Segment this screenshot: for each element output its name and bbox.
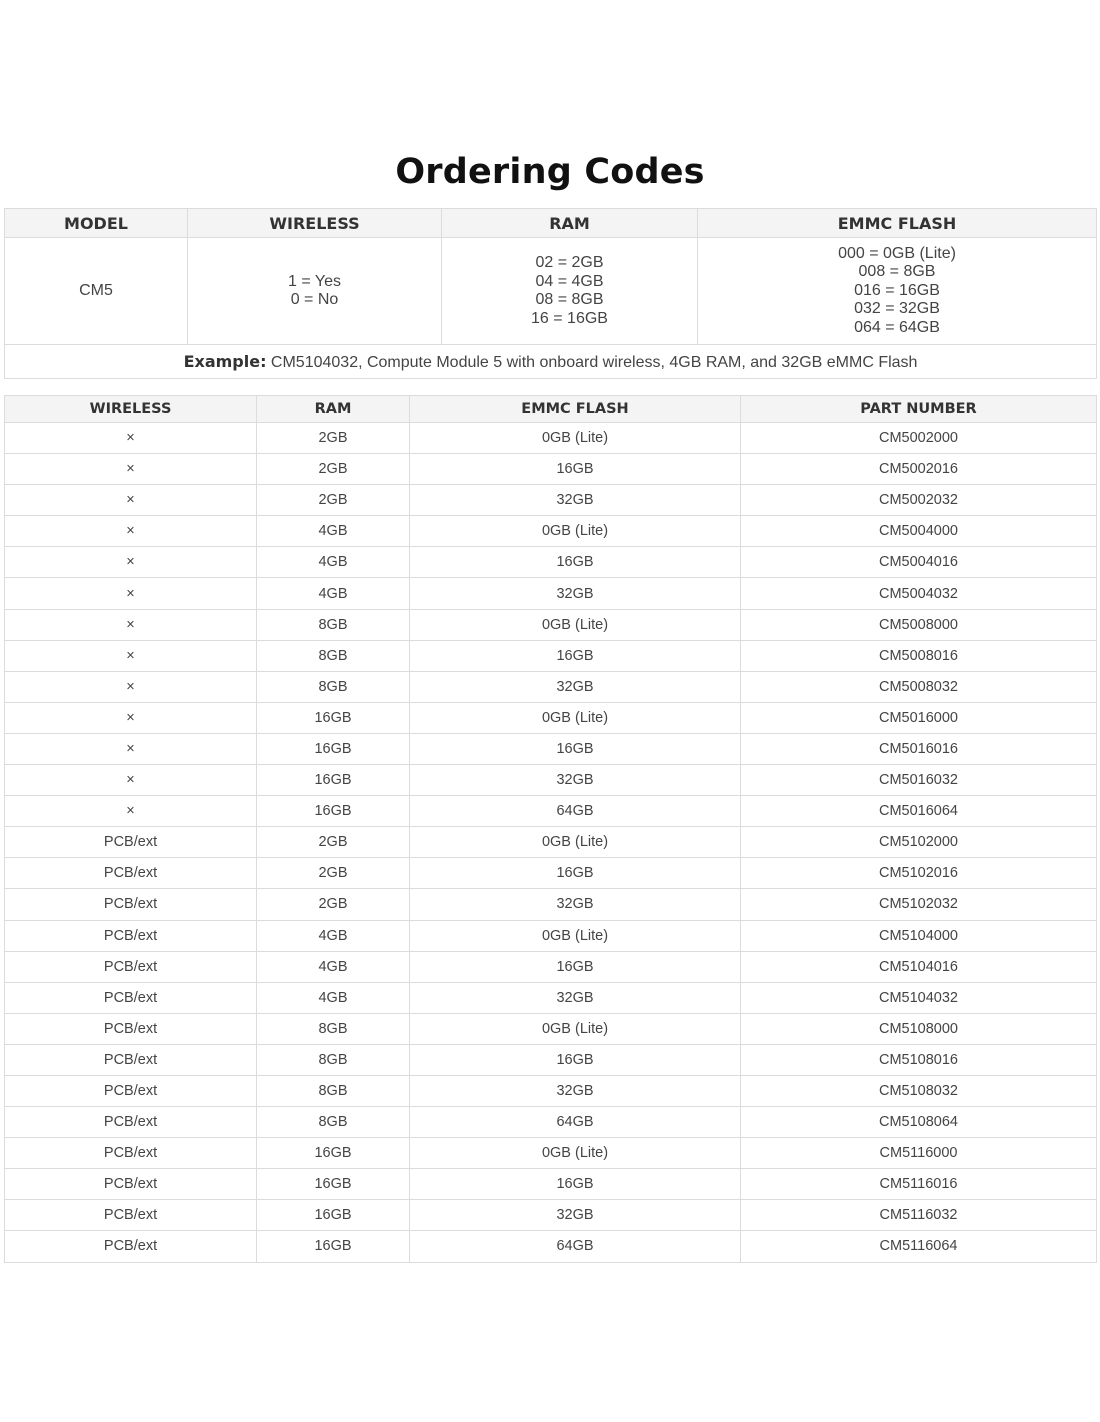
parts-header-row bbox=[5, 396, 1097, 423]
part-number-cell: CM5002016 bbox=[741, 454, 1097, 485]
part-number-cell: CM5016000 bbox=[741, 702, 1097, 733]
flash-cell: 0GB (Lite) bbox=[410, 1138, 741, 1169]
code-line: 0 = No bbox=[290, 291, 339, 308]
wireless-cell: PCB/ext bbox=[5, 889, 257, 920]
flash-cell: 32GB bbox=[410, 1075, 741, 1106]
ram-cell: 4GB bbox=[257, 982, 410, 1013]
table-row bbox=[5, 1013, 1097, 1044]
table-row bbox=[5, 1044, 1097, 1075]
table-row bbox=[5, 1169, 1097, 1200]
table-row bbox=[5, 733, 1097, 764]
header-wireless: WIRELESS bbox=[5, 396, 257, 423]
part-number-cell: CM5108016 bbox=[741, 1044, 1097, 1075]
part-number-cell: CM5016064 bbox=[741, 796, 1097, 827]
codes-row bbox=[5, 238, 1097, 345]
ram-cell: 2GB bbox=[257, 485, 410, 516]
wireless-cell: × bbox=[5, 485, 257, 516]
parts-body bbox=[5, 423, 1097, 1263]
part-numbers-table bbox=[4, 395, 1097, 1263]
table-row bbox=[5, 1138, 1097, 1169]
flash-cell: 32GB bbox=[410, 982, 741, 1013]
wireless-cell: PCB/ext bbox=[5, 1107, 257, 1138]
model-codes bbox=[5, 238, 188, 345]
part-number-cell: CM5116000 bbox=[741, 1138, 1097, 1169]
wireless-cell: PCB/ext bbox=[5, 1044, 257, 1075]
code-line: 04 = 4GB bbox=[535, 272, 604, 290]
header-emmc-flash: EMMC FLASH bbox=[698, 209, 1097, 238]
part-number-cell: CM5116032 bbox=[741, 1200, 1097, 1231]
part-number-cell: CM5108032 bbox=[741, 1075, 1097, 1106]
example-text: CM5104032, Compute Module 5 with onboard wireless, 4GB RAM, and 32GB eMMC Flash bbox=[266, 353, 918, 371]
example-cell bbox=[5, 345, 1097, 379]
flash-cell: 32GB bbox=[410, 578, 741, 609]
flash-cell: 16GB bbox=[410, 1169, 741, 1200]
flash-cell: 16GB bbox=[410, 951, 741, 982]
header-wireless: WIRELESS bbox=[188, 209, 442, 238]
code-line: CM5 bbox=[79, 281, 113, 299]
ram-cell: 2GB bbox=[257, 889, 410, 920]
part-number-cell: CM5104032 bbox=[741, 982, 1097, 1013]
wireless-cell: PCB/ext bbox=[5, 951, 257, 982]
flash-cell: 64GB bbox=[410, 796, 741, 827]
ram-cell: 16GB bbox=[257, 702, 410, 733]
ram-cell: 4GB bbox=[257, 920, 410, 951]
part-number-cell: CM5008032 bbox=[741, 671, 1097, 702]
code-line: 02 = 2GB bbox=[535, 254, 604, 271]
part-number-cell: CM5002000 bbox=[741, 423, 1097, 454]
part-number-cell: CM5102032 bbox=[741, 889, 1097, 920]
ram-cell: 8GB bbox=[257, 609, 410, 640]
flash-cell: 16GB bbox=[410, 454, 741, 485]
flash-cell: 32GB bbox=[410, 765, 741, 796]
wireless-cell: PCB/ext bbox=[5, 982, 257, 1013]
wireless-cell: × bbox=[5, 796, 257, 827]
ordering-codes-table bbox=[4, 208, 1097, 379]
part-number-cell: CM5004032 bbox=[741, 578, 1097, 609]
wireless-cell: × bbox=[5, 547, 257, 578]
flash-codes bbox=[698, 238, 1097, 345]
flash-cell: 0GB (Lite) bbox=[410, 827, 741, 858]
wireless-cell: × bbox=[5, 702, 257, 733]
ram-codes bbox=[442, 238, 698, 345]
wireless-cell: × bbox=[5, 640, 257, 671]
example-row bbox=[5, 345, 1097, 379]
wireless-cell: PCB/ext bbox=[5, 1231, 257, 1262]
ram-cell: 4GB bbox=[257, 547, 410, 578]
table-row bbox=[5, 858, 1097, 889]
table-row bbox=[5, 423, 1097, 454]
wireless-cell: × bbox=[5, 516, 257, 547]
wireless-cell: × bbox=[5, 733, 257, 764]
code-line: 16 = 16GB bbox=[531, 309, 608, 327]
table-row bbox=[5, 765, 1097, 796]
flash-cell: 32GB bbox=[410, 485, 741, 516]
table-row bbox=[5, 547, 1097, 578]
wireless-cell: PCB/ext bbox=[5, 858, 257, 889]
ram-cell: 16GB bbox=[257, 1231, 410, 1262]
header-part-number: PART NUMBER bbox=[741, 396, 1097, 423]
wireless-cell: PCB/ext bbox=[5, 827, 257, 858]
wireless-cell: × bbox=[5, 578, 257, 609]
table-row bbox=[5, 702, 1097, 733]
table-row bbox=[5, 578, 1097, 609]
flash-cell: 0GB (Lite) bbox=[410, 609, 741, 640]
flash-cell: 0GB (Lite) bbox=[410, 1013, 741, 1044]
part-number-cell: CM5104016 bbox=[741, 951, 1097, 982]
header-ram: RAM bbox=[442, 209, 698, 238]
flash-cell: 16GB bbox=[410, 858, 741, 889]
ram-cell: 16GB bbox=[257, 1138, 410, 1169]
table-row bbox=[5, 516, 1097, 547]
ram-cell: 2GB bbox=[257, 423, 410, 454]
table-row bbox=[5, 609, 1097, 640]
part-number-cell: CM5008000 bbox=[741, 609, 1097, 640]
table-row bbox=[5, 454, 1097, 485]
page-title: Ordering Codes bbox=[395, 152, 705, 192]
part-number-cell: CM5004000 bbox=[741, 516, 1097, 547]
table-row bbox=[5, 1107, 1097, 1138]
flash-cell: 64GB bbox=[410, 1231, 741, 1262]
wireless-cell: PCB/ext bbox=[5, 1200, 257, 1231]
wireless-cell: × bbox=[5, 609, 257, 640]
flash-cell: 0GB (Lite) bbox=[410, 920, 741, 951]
table-row bbox=[5, 982, 1097, 1013]
table-row bbox=[5, 1231, 1097, 1262]
table-row bbox=[5, 1075, 1097, 1106]
flash-cell: 16GB bbox=[410, 547, 741, 578]
ram-cell: 4GB bbox=[257, 516, 410, 547]
ram-cell: 16GB bbox=[257, 1169, 410, 1200]
table-row bbox=[5, 951, 1097, 982]
flash-cell: 32GB bbox=[410, 671, 741, 702]
header-emmc-flash: EMMC FLASH bbox=[410, 396, 741, 423]
table-row bbox=[5, 920, 1097, 951]
flash-cell: 0GB (Lite) bbox=[410, 423, 741, 454]
table-row bbox=[5, 889, 1097, 920]
wireless-cell: PCB/ext bbox=[5, 1169, 257, 1200]
flash-cell: 0GB (Lite) bbox=[410, 702, 741, 733]
part-number-cell: CM5108000 bbox=[741, 1013, 1097, 1044]
ram-cell: 8GB bbox=[257, 671, 410, 702]
example-label: Example: bbox=[183, 351, 267, 371]
part-number-cell: CM5004016 bbox=[741, 547, 1097, 578]
part-number-cell: CM5016016 bbox=[741, 733, 1097, 764]
flash-cell: 16GB bbox=[410, 640, 741, 671]
table-row bbox=[5, 827, 1097, 858]
flash-cell: 64GB bbox=[410, 1107, 741, 1138]
part-number-cell: CM5116016 bbox=[741, 1169, 1097, 1200]
part-number-cell: CM5116064 bbox=[741, 1231, 1097, 1262]
wireless-cell: PCB/ext bbox=[5, 1138, 257, 1169]
ram-cell: 8GB bbox=[257, 1075, 410, 1106]
part-number-cell: CM5108064 bbox=[741, 1107, 1097, 1138]
table-row bbox=[5, 796, 1097, 827]
ram-cell: 16GB bbox=[257, 796, 410, 827]
wireless-cell: PCB/ext bbox=[5, 1075, 257, 1106]
ram-cell: 2GB bbox=[257, 454, 410, 485]
flash-cell: 0GB (Lite) bbox=[410, 516, 741, 547]
part-number-cell: CM5104000 bbox=[741, 920, 1097, 951]
ram-cell: 16GB bbox=[257, 765, 410, 796]
code-line: 1 = Yes bbox=[288, 272, 341, 290]
codes-header-row bbox=[5, 209, 1097, 238]
part-number-cell: CM5008016 bbox=[741, 640, 1097, 671]
flash-cell: 16GB bbox=[410, 733, 741, 764]
code-line: 016 = 16GB bbox=[854, 281, 940, 299]
table-row bbox=[5, 1200, 1097, 1231]
table-row bbox=[5, 671, 1097, 702]
ram-cell: 2GB bbox=[257, 858, 410, 889]
ram-cell: 4GB bbox=[257, 578, 410, 609]
ram-cell: 8GB bbox=[257, 1013, 410, 1044]
code-line: 08 = 8GB bbox=[535, 291, 604, 308]
ram-cell: 4GB bbox=[257, 951, 410, 982]
code-line: 008 = 8GB bbox=[858, 263, 936, 281]
ram-cell: 16GB bbox=[257, 733, 410, 764]
wireless-cell: PCB/ext bbox=[5, 920, 257, 951]
part-number-cell: CM5102016 bbox=[741, 858, 1097, 889]
flash-cell: 16GB bbox=[410, 1044, 741, 1075]
header-ram: RAM bbox=[257, 396, 410, 423]
flash-cell: 32GB bbox=[410, 1200, 741, 1231]
table-row bbox=[5, 485, 1097, 516]
wireless-cell: PCB/ext bbox=[5, 1013, 257, 1044]
wireless-cell: × bbox=[5, 454, 257, 485]
ram-cell: 8GB bbox=[257, 640, 410, 671]
part-number-cell: CM5102000 bbox=[741, 827, 1097, 858]
code-line: 032 = 32GB bbox=[854, 300, 940, 318]
table-row bbox=[5, 640, 1097, 671]
wireless-codes bbox=[188, 238, 442, 345]
ram-cell: 2GB bbox=[257, 827, 410, 858]
code-line: 064 = 64GB bbox=[854, 318, 940, 336]
part-number-cell: CM5016032 bbox=[741, 765, 1097, 796]
wireless-cell: × bbox=[5, 671, 257, 702]
ram-cell: 8GB bbox=[257, 1044, 410, 1075]
ram-cell: 16GB bbox=[257, 1200, 410, 1231]
header-model: MODEL bbox=[5, 209, 188, 238]
flash-cell: 32GB bbox=[410, 889, 741, 920]
code-line: 000 = 0GB (Lite) bbox=[838, 244, 956, 262]
part-number-cell: CM5002032 bbox=[741, 485, 1097, 516]
ram-cell: 8GB bbox=[257, 1107, 410, 1138]
wireless-cell: × bbox=[5, 423, 257, 454]
wireless-cell: × bbox=[5, 765, 257, 796]
